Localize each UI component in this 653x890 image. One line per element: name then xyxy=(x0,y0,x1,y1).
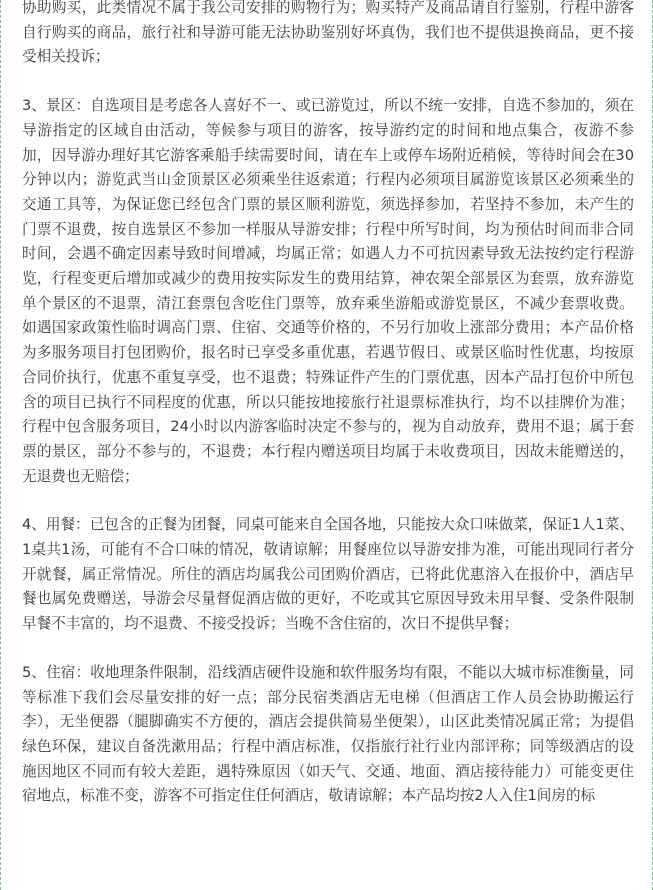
paragraph-spacer xyxy=(22,637,634,661)
document-content xyxy=(22,0,634,809)
paragraph-lodging: 5、住宿：收地理条件限制，沿线酒店硬件设施和软件服务均有限，不能以大城市标准衡量，同等标准下我们会尽量安排的好一点；部分民宿类酒店无电梯（但酒店工作人员会协助搬运行李），无坐便器（腿脚确实不方便的，酒店会提供简易坐便架），山区此类情况属正常；为提倡绿色环保，建议自备洗漱用品；行程中酒店标准，仅指旅行社行业内部评称；同等级酒店的设施因地区不同而有较大差距，遇特殊原因（如天气、交通、地面、酒店接待能力）可能变更住宿地点，标准不变，游客不可指定住任何酒店，敬请谅解；本产品均按2人入住1间房的标 xyxy=(22,663,634,805)
paragraph-meals: 4、用餐：已包含的正餐为团餐，同桌可能来自全国各地，只能按大众口味做菜，保证1人1菜、1桌共1汤，可能有不合口味的情况，敬请谅解；用餐座位以导游安排为准，可能出现同行者分开就餐，属正常情况。所住的酒店均属我公司团购价酒店，已将此优惠溶入在报价中，酒店早餐也属免费赠送，导游会尽量督促酒店做的更好，不吃或其它原因导致未用早餐、受条件限制早餐不丰富的，均不退费、不接受投诉；当晚不含住宿的，次日不提供早餐； xyxy=(22,516,634,633)
paragraph-spacer xyxy=(22,70,634,94)
paragraph-scenic-spots: 3、景区：自选项目是考虑各人喜好不一、或已游览过，所以不统一安排，自选不参加的，须在导游指定的区域自由活动，等候参与项目的游客，按导游约定的时间和地点集合，夜游不参加，因导游办理好其它游客乘船手续需要时间，请在车上或停车场附近稍候，等待时间会在30分钟以内；游览武当山金顶景区必须乘坐往返索道；行程内必须项目属游览该景区必须乘坐的交通工具等，为保证您已经包含门票的景区顺利游览，须选择参加，若坚持不参加，未产生的门票不退费，按自选景区不参加一样服从导游安排；行程中所写时间，均为预估时间而非合同时间，会遇不确定因素导致时间增减，均属正常；如遇人力不可抗因素导致无法按约定行程游览，行程变更后增加或减少的费用按实际发生的费用结算，神农架全部景区为套票，放弃游览单个景区的不退票，清江套票包含吃住门票等，放弃乘坐游船或游览景区，不减少套票收费。如遇国家政策性临时调高门票、住宿、交通等价格的，不另行加收上涨部分费用；本产品价格为多服务项目打包团购价，报名时已享受多重优惠，若遇节假日、或景区临时性优惠，均按原合同价执行，优惠不重复享受，也不退费；特殊证件产生的门票优惠，因本产品打包价中所包含的项目已执行不同程度的优惠，所以只能按地接旅行社退票标准执行，均不以挂牌价为准；行程中包含服务项目，24小时以内游客临时决定不参与的，视为自动放弃，费用不退；属于套票的景区，部分不参与的，不退费；本行程内赠送项目均属于未收费项目，因故未能赠送的，无退费也无赔偿； xyxy=(22,97,634,485)
paragraph-spacer xyxy=(22,489,634,513)
paragraph-shopping-note: 协助购买，此类情况不属于我公司安排的购物行为；购买特产及商品请自行鉴别，行程中游客自行购买的商品，旅行社和导游可能无法协助鉴别好坏真伪，我们也不提供退换商品，更不接受相关投诉； xyxy=(22,0,634,66)
